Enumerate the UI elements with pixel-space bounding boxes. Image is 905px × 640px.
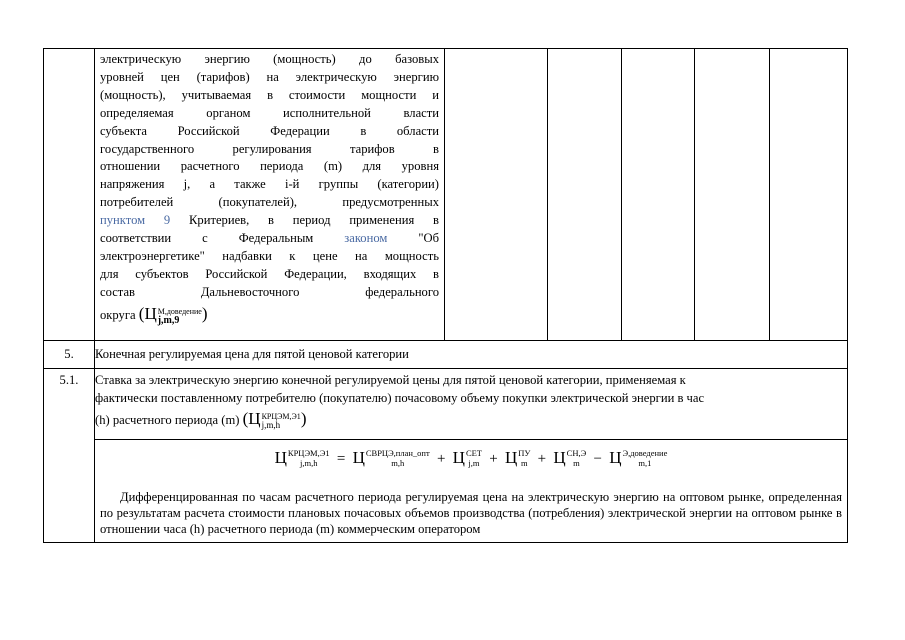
formula-cell [95, 440, 848, 543]
row-number-cell [44, 49, 95, 341]
criteria-point-link[interactable]: пунктом 9 [100, 213, 171, 228]
description-cell [95, 49, 445, 341]
value-cell-5 [770, 49, 848, 341]
table-row-5 [44, 341, 848, 369]
tariff-table [43, 48, 848, 543]
row-number-5-1: 5.1. [44, 369, 95, 543]
row-number-5: 5. [44, 341, 95, 369]
value-cell-2 [548, 49, 622, 341]
description-text: электрическую энергию (мощность) до базовых уровней цен (тарифов) на электрическую энергию (мощность), учитываемая в стоимости мощности и определяемая органом исполнительной власти субъекта Российской Федерации в области государственного регулирования тарифов в отношении расчетного периода (m) для уровня напряжения j, а также i-й группы (категории) потребителей (покупателей), предусмотренных пунктом 9 Критериев, в период применения в соответствии с Федеральным законом "Об электроэнергетике" надбавки к цене на мощность для субъектов Российской Федерации, входящих в состав Дальневосточного федерального округа (Ц М,доведение j,m,9 ) [100, 52, 440, 326]
price-symbol: Ц [144, 303, 157, 323]
federal-law-link[interactable]: законом [344, 231, 388, 246]
value-cell-1 [445, 49, 548, 341]
price-formula: Ц КРЦЭМ,Э1 j,m,h = Ц СВРЦЭ,план_опт m,h + Ц СЕТ j,m + Ц ПУ m + Ц СН,Э m − Ц Э,доведение m,1 [274, 448, 668, 468]
value-cell-4 [695, 49, 770, 341]
formula-explanation: Дифференцированная по часам расчетного периода регулируемая цена на электрическую энергию на оптовом рынке, определенная по результатам расчета стоимости плановых почасовых объемов производства (потребления) электрической энергии на оптовом рынке в отношении часа (h) расчетного периода (m) коммерческим оператором [100, 490, 842, 537]
price-symbol-line: округа (Ц М,доведение j,m,9 ) [100, 303, 208, 326]
table-row-5-1 [44, 369, 848, 440]
row-5-1-description: Ставка за электрическую энергию конечной регулируемой цены для пятой ценовой категории, применяемая к фактически поставленному потребителю (покупателю) почасовому объему покупки электрической энергии в час (h) расчетного периода (m) (Ц КРЦЭМ,Э1 j,m,h ) [95, 369, 848, 440]
table-row-formula [44, 440, 848, 543]
value-cell-3 [622, 49, 695, 341]
row-5-title: Конечная регулируемая цена для пятой ценовой категории [95, 341, 848, 369]
price-symbol: Ц [248, 408, 261, 428]
table-row-continued [44, 49, 848, 341]
